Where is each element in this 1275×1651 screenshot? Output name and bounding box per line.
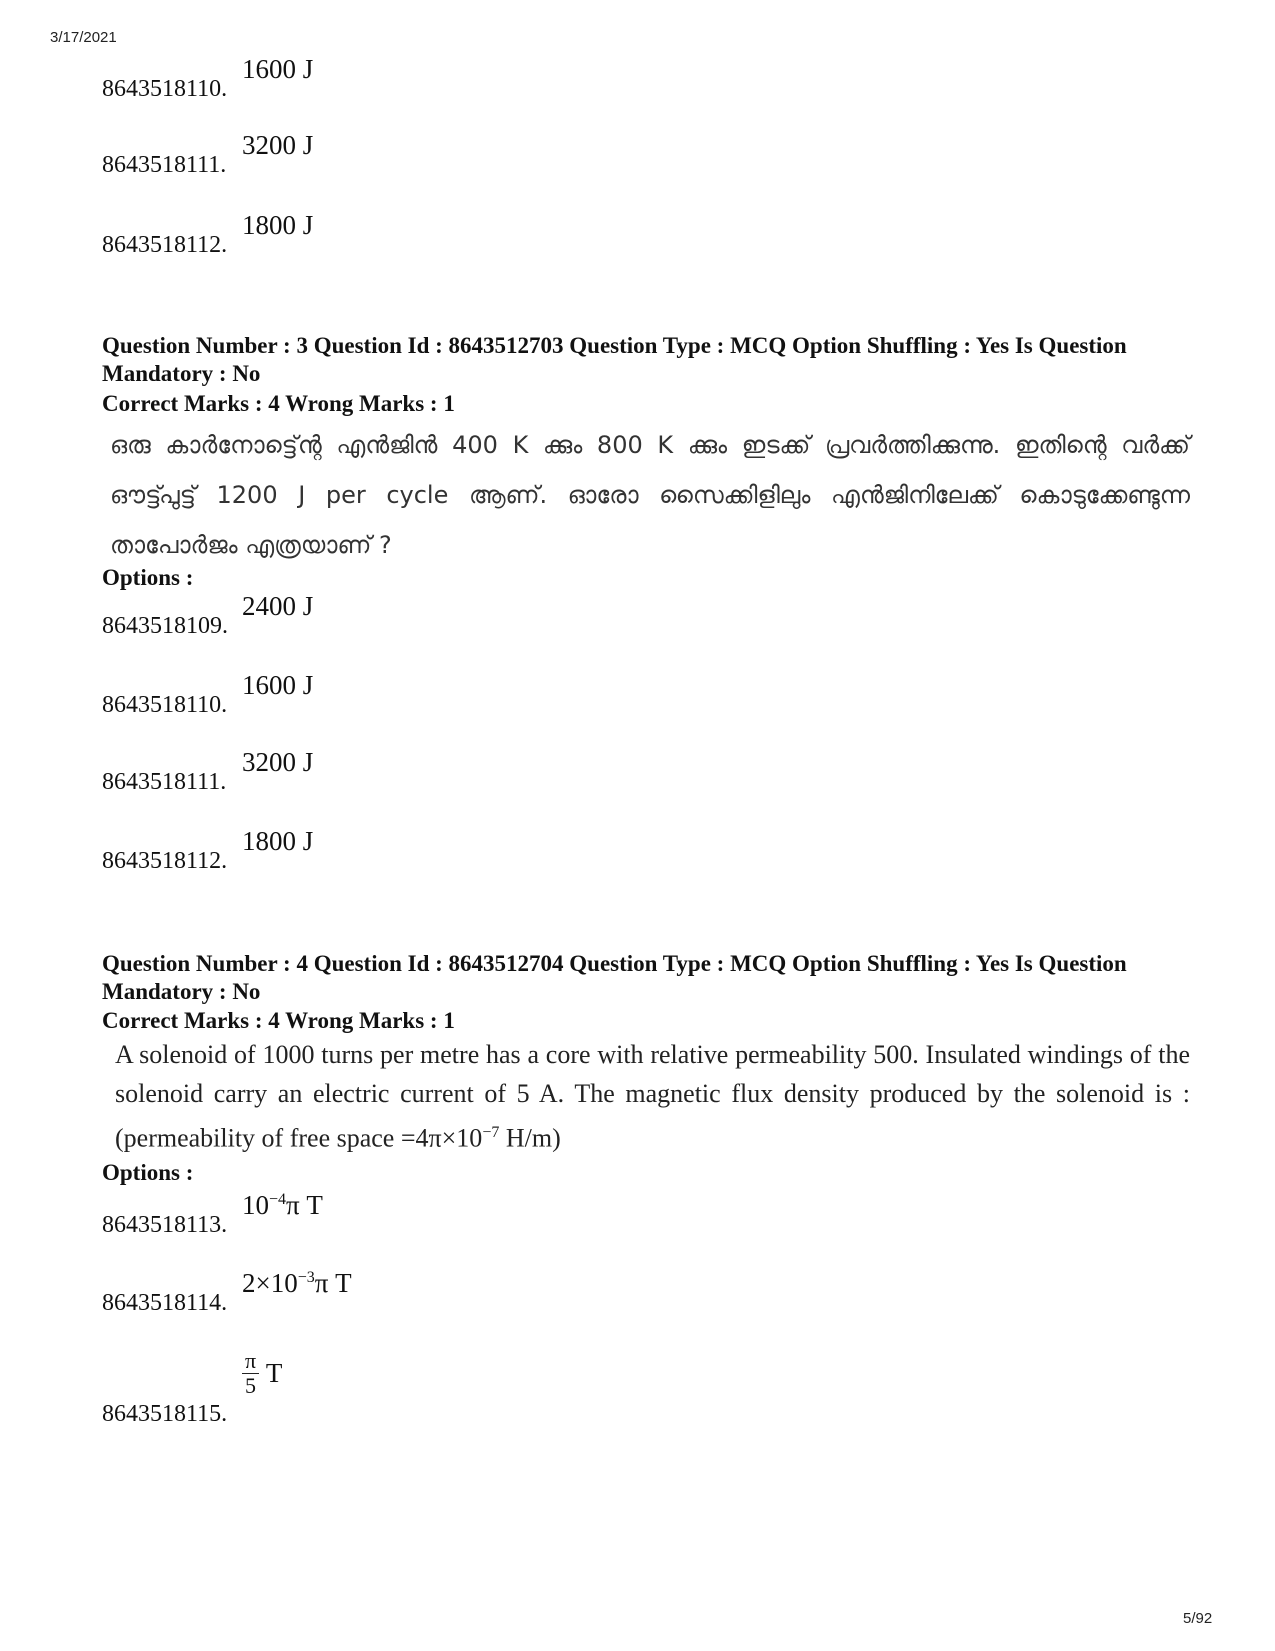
options-label: Options : xyxy=(102,1160,194,1185)
option-value: 2400 J xyxy=(242,591,314,621)
option-id: 8643518110. xyxy=(102,76,228,102)
question-marks: Correct Marks : 4 Wrong Marks : 1 xyxy=(102,1008,455,1033)
question-header: Question Number : 4 Question Id : 8643512704 Question Type : MCQ Option Shuffling : Yes Is Question Mandatory : No xyxy=(102,951,1127,1004)
fraction xyxy=(242,1349,259,1398)
option-value xyxy=(242,1349,282,1398)
option-value: 3200 J xyxy=(242,747,314,777)
question-text: ഒരു കാർനോട്ട്ന്റെ എൻജിൻ 400 K ക്കും 800 K ക്കും ഇടക്ക് പ്രവർത്തിക്കുന്നു. ഇതിന്റെ വർക്ക് ഔട്ട്പുട്ട് 1200 J per cycle ആണ്. ഓരോ സൈക്കിളിലും എൻജിനിലേക്ക് കൊടുക്കേണ്ടുന്ന താപോർജം എത്രയാണ് ? xyxy=(110,431,1190,559)
option-row xyxy=(102,130,314,179)
option-id: 8643518115. xyxy=(102,1401,228,1427)
exponent: −3 xyxy=(297,1269,315,1286)
exponent: −7 xyxy=(482,1124,500,1141)
question-text-main: A solenoid of 1000 turns per metre has a core with relative permeability 500. Insulated windings of the solenoid carry an electric current of 5 A. The magnetic flux density produced by the solenoid is : (permeability of free space =4π×10 xyxy=(115,1040,1190,1153)
fraction-denominator: 5 xyxy=(245,1373,257,1398)
option-value xyxy=(242,1190,323,1221)
option-value: 1800 J xyxy=(242,210,314,240)
option-base: 10 xyxy=(242,1190,269,1220)
fraction-numerator: π xyxy=(242,1349,259,1374)
option-value: 1800 J xyxy=(242,826,314,856)
option-id: 8643518111. xyxy=(102,769,227,795)
option-row xyxy=(102,747,314,796)
option-tail: T xyxy=(265,1358,283,1388)
option-row xyxy=(102,54,314,103)
option-row xyxy=(102,591,314,640)
option-base: 2×10 xyxy=(242,1268,298,1298)
option-tail: π T xyxy=(314,1268,352,1298)
question-text xyxy=(115,1035,1190,1158)
option-value: 1600 J xyxy=(242,54,314,84)
option-value: 1600 J xyxy=(242,670,314,700)
option-id: 8643518114. xyxy=(102,1290,228,1316)
option-tail: π T xyxy=(286,1190,323,1220)
option-row xyxy=(102,210,314,259)
option-row xyxy=(102,670,314,719)
options-label: Options : xyxy=(102,565,194,590)
option-id: 8643518111. xyxy=(102,152,227,178)
option-id: 8643518113. xyxy=(102,1212,228,1238)
option-id: 8643518112. xyxy=(102,232,228,258)
option-value: 3200 J xyxy=(242,130,314,160)
option-row xyxy=(102,1348,283,1428)
exponent: −4 xyxy=(269,1191,287,1208)
option-row xyxy=(102,826,314,875)
print-date: 3/17/2021 xyxy=(50,29,117,46)
page-number: 5/92 xyxy=(1183,1610,1213,1627)
option-value xyxy=(242,1268,352,1299)
option-id: 8643518112. xyxy=(102,848,228,874)
question-marks: Correct Marks : 4 Wrong Marks : 1 xyxy=(102,391,455,416)
question-text-tail: H/m) xyxy=(499,1123,561,1153)
option-id: 8643518109. xyxy=(102,613,228,639)
option-id: 8643518110. xyxy=(102,692,228,718)
question-header: Question Number : 3 Question Id : 8643512703 Question Type : MCQ Option Shuffling : Yes Is Question Mandatory : No xyxy=(102,333,1127,386)
